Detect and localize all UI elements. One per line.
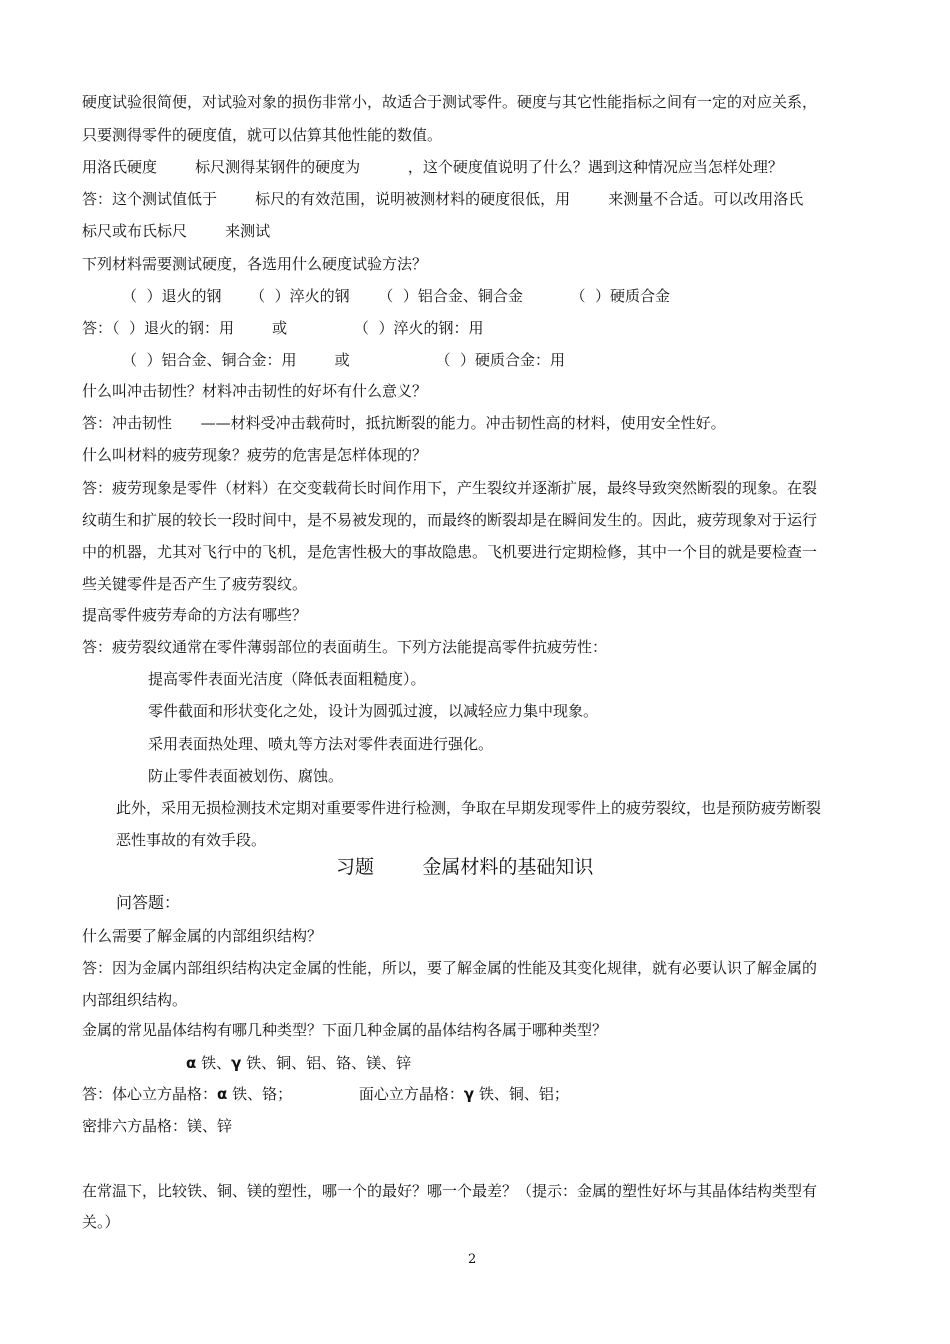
text-line: 中的机器，尤其对飞行中的飞机，是危害性极大的事故隐患。飞机要进行定期检修，其中一个目的就是要检查一: [82, 543, 818, 561]
gamma-symbol: γ: [231, 1054, 242, 1072]
text-line: 纹萌生和扩展的较长一段时间中，是不易被发现的，而最终的断裂却是在瞬间发生的。因此，疲劳现象对于运行: [82, 511, 818, 529]
question-line: 提高零件疲劳寿命的方法有哪些？: [82, 606, 308, 624]
question-line: 在常温下，比较铁、铜、镁的塑性，哪一个的最好？哪一个最差？（提示：金属的塑性好坏与其晶体结构类型有: [82, 1182, 818, 1200]
list-item: 零件截面和形状变化之处，设计为圆弧过渡，以减轻应力集中现象。: [148, 702, 599, 720]
question-line: 什么叫材料的疲劳现象？疲劳的危害是怎样体现的？: [82, 446, 428, 464]
text-line: 些关键零件是否产生了疲劳裂纹。: [82, 575, 308, 593]
answer-line: 答：疲劳裂纹通常在零件薄弱部位的表面萌生。下列方法能提高零件抗疲劳性：: [82, 638, 608, 656]
text-line: 恶性事故的有效手段。: [116, 831, 267, 849]
question-line: 金属的常见晶体结构有哪几种类型？下面几种金属的晶体结构各属于哪种类型？: [82, 1021, 608, 1039]
question-line: 什么需要了解金属的内部组织结构？: [82, 927, 323, 945]
metals-list: α 铁、γ 铁、铜、铝、铬、镁、锌: [186, 1054, 412, 1072]
answer-line: 答：冲击韧性 ——材料受冲击载荷时，抵抗断裂的能力。冲击韧性高的材料，使用安全性好。: [82, 414, 726, 432]
answer-line: （ ）铝合金、铜合金：用 或 （ ）硬质合金：用: [122, 351, 566, 369]
answer-line: 答：因为金属内部组织结构决定金属的性能，所以，要了解金属的性能及其变化规律，就有必要认识了解金属的: [82, 959, 818, 977]
list-item: 防止零件表面被划伤、腐蚀。: [148, 767, 344, 785]
text-line: 硬度试验很简便，对试验对象的损伤非常小，故适合于测试零件。硬度与其它性能指标之间有一定的对应关系，: [82, 93, 818, 111]
options-line: （ ）退火的钢 （ ）淬火的钢 （ ）铝合金、铜合金 （ ）硬质合金: [122, 287, 671, 305]
text-line: 标尺或布氏标尺 来测试: [82, 222, 271, 240]
answer-line: 密排六方晶格：镁、锌: [82, 1117, 233, 1135]
section-subtitle: 问答题：: [116, 893, 181, 912]
answer-line: 答：（ ）退火的钢：用 或 （ ）淬火的钢：用: [82, 319, 484, 337]
answer-line: 答：体心立方晶格：α 铁、铬； 面心立方晶格：γ 铁、铜、铝；: [82, 1085, 569, 1103]
text-line: 内部组织结构。: [82, 991, 188, 1009]
alpha-symbol: α: [186, 1054, 197, 1072]
list-item: 提高零件表面光洁度（降低表面粗糙度）。: [148, 670, 426, 688]
text-line: 关。）: [82, 1213, 120, 1231]
page-number: 2: [468, 1252, 477, 1267]
answer-line: 答：疲劳现象是零件（材料）在交变载荷长时间作用下，产生裂纹并逐渐扩展，最终导致突然断裂的现象。在裂: [82, 479, 818, 497]
text-line: 只要测得零件的硬度值，就可以估算其他性能的数值。: [82, 126, 443, 144]
list-item: 采用表面热处理、喷丸等方法对零件表面进行强化。: [148, 735, 494, 753]
question-line: 什么叫冲击韧性？材料冲击韧性的好坏有什么意义？: [82, 382, 428, 400]
question-line: 下列材料需要测试硬度，各选用什么硬度试验方法？: [82, 255, 428, 273]
section-title: 习题 金属材料的基础知识: [336, 856, 594, 878]
question-line: 用洛氏硬度 标尺测得某钢件的硬度为 ，这个硬度值说明了什么？遇到这种情况应当怎样处理？: [82, 158, 783, 176]
gamma-symbol: γ: [463, 1085, 475, 1103]
alpha-symbol: α: [217, 1085, 228, 1103]
text-line: 此外，采用无损检测技术定期对重要零件进行检测，争取在早期发现零件上的疲劳裂纹，也是预防疲劳断裂: [116, 799, 822, 817]
answer-line: 答：这个测试值低于 标尺的有效范围，说明被测材料的硬度很低，用 来测量不合适。可以改用洛氏: [82, 190, 804, 208]
